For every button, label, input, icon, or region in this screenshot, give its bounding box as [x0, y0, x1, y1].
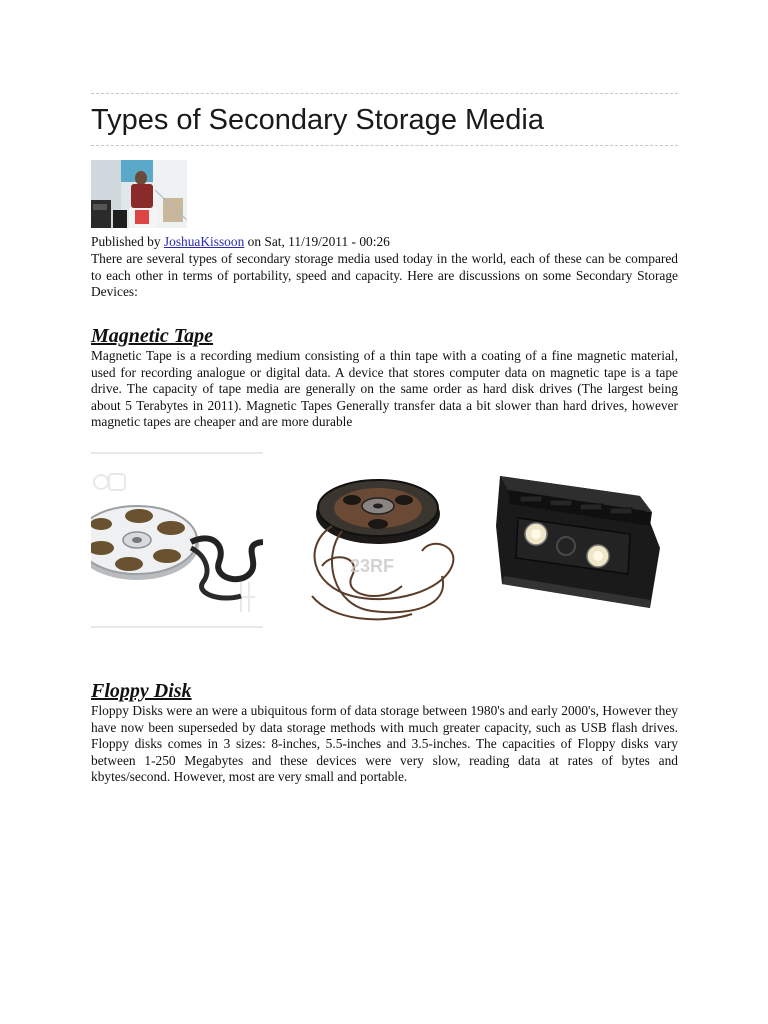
section-heading-floppy-disk: Floppy Disk: [91, 680, 192, 702]
section-body-magnetic-tape: Magnetic Tape is a recording medium consisting of a thin tape with a coating of a fine magnetic material, used for recording analogue or digital data. A device that stores computer data on magnetic tape is a tape drive. The capacity of tape media are generally on the same order as hard disk drives (The largest being about 5 Terabytes in 2011). Magnetic Tapes Generally transfer data a bit slower than hard drives, however magnetic tapes are cheaper and are more durable: [91, 348, 678, 430]
section-body-floppy-disk: Floppy Disks were an were a ubiquitous form of data storage between 1980's and early 2000's, However they have now been superseded by data storage methods with much greater capacity, such as USB flash drives. Floppy disks comes in 3 sizes: 8-inches, 5.5-inches and 3.5-inches. The capacities of Floppy disks vary between 1-250 Megabytes and these devices were very slow, reading data at rates of bytes and kbytes/second. However, most are very small and portable.: [91, 703, 678, 785]
post-date: on Sat, 11/19/2011 - 00:26: [244, 234, 390, 249]
tape-reel-image: [91, 452, 263, 628]
watermark-text: 23RF: [350, 556, 395, 576]
meta-prefix: Published by: [91, 234, 164, 249]
title-divider: [91, 145, 678, 146]
section-heading-magnetic-tape: Magnetic Tape: [91, 325, 214, 347]
tape-spool-image: [292, 456, 464, 628]
intro-paragraph: There are several types of secondary storage media used today in the world, each of these can be compared to each other in terms of portability, speed and capacity. Here are discussions on some Secondary Storage Devices:: [91, 251, 678, 300]
top-divider: [91, 93, 678, 94]
author-photo: [91, 160, 187, 228]
author-link[interactable]: JoshuaKissoon: [163, 234, 245, 249]
post-meta: [91, 234, 390, 250]
page-title: Types of Secondary Storage Media: [91, 104, 544, 136]
tape-cassette-image: [490, 456, 662, 628]
